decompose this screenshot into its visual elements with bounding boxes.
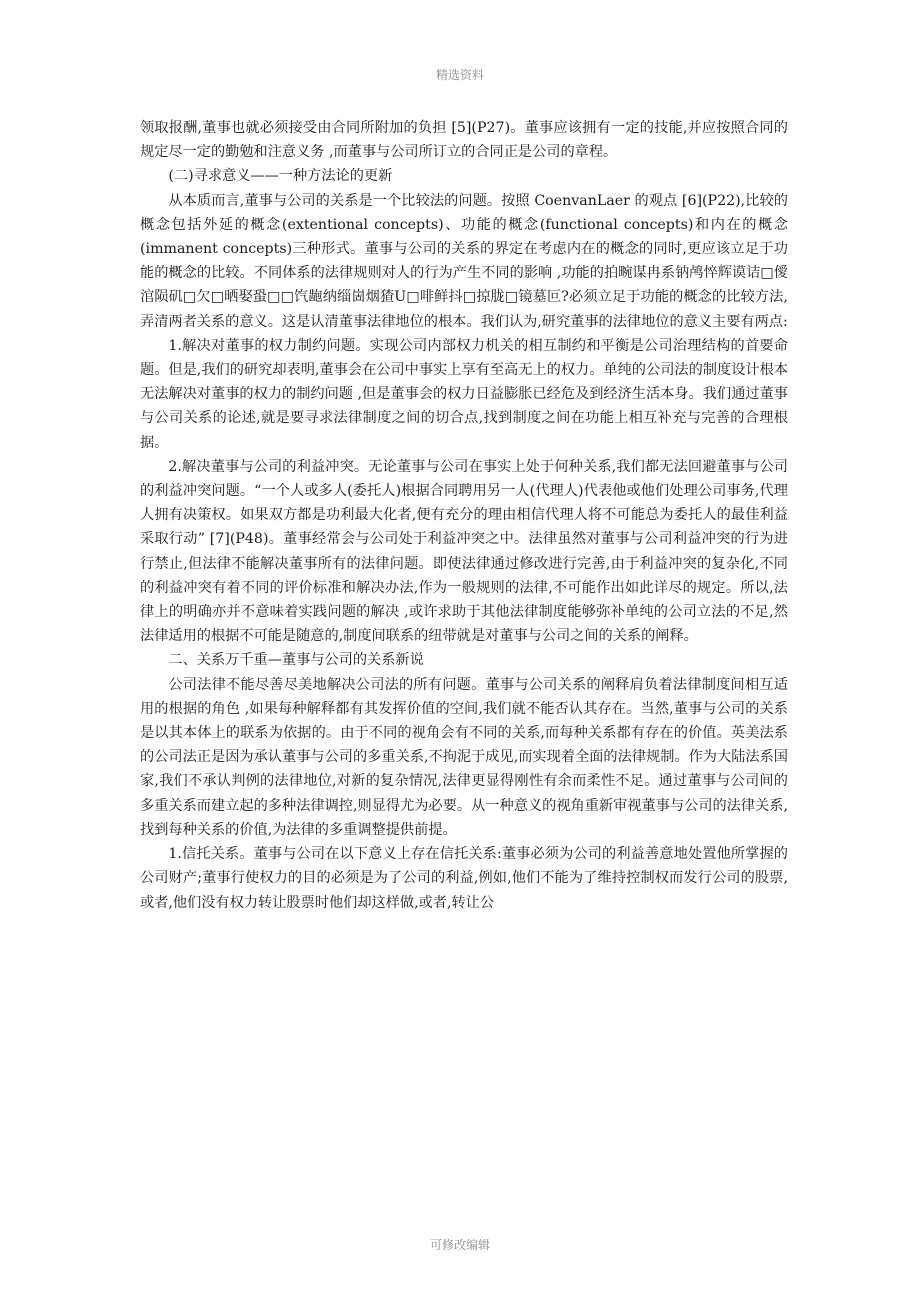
paragraph: 1.信托关系。董事与公司在以下意义上存在信托关系:董事必须为公司的利益善意地处置他所掌握的公司财产;董事行使权力的目的必须是为了公司的利益,例如,他们不能为了维持控制权而发行公司的股票,或者,他们没有权力转让股票时他们却这样做,或者,转让公	[140, 846, 788, 911]
paragraph: 1.解决对董事的权力制约问题。实现公司内部权力机关的相互制约和平衡是公司治理结构的首要命题。但是,我们的研究却表明,董事会在公司中事实上享有至高无上的权力。单纯的公司法的制度设计根本无法解决对董事的权力的制约问题 ,但是董事会的权力日益膨胀已经危及到经济生活本身。我们通过董事与公司关系的论述,就是要寻求法律制度之间的切合点,找到制度之间在功能上相互补充与完善的合理根据。	[140, 337, 788, 451]
page-footer: 可修改编辑	[429, 1238, 490, 1252]
paragraph: 从本质而言,董事与公司的关系是一个比较法的问题。按照 CoenvanLaer 的观点 [6](P22),比较的概念包括外延的概念(extentional concepts)、功能的概念(functional concepts)和内在的概念(immanent concepts)三种形式。董事与公司的关系的界定在考虑内在的概念的同时,更应该立足于功能的概念的比较。不同体系的法律规则对人的行为产生不同的影响 ,功能的拍畹谋冉系钠鸬悴辉谟诘□僾涫陨矶□欠□晒娶蛩□□饩龅纳缁崮烟猹U□啡鲜抖□掠胧□镜墓叵?必须立足于功能的概念的比较方法,弄清两者关系的意义。这是认清董事法律地位的根本。我们认为,研究董事的法律地位的意义主要有两点:	[140, 192, 788, 330]
paragraph-continuation: 领取报酬,董事也就必须接受由合同所附加的负担 [5](P27)。董事应该拥有一定的技能,并应按照合同的规定尽一定的勤勉和注意义务 ,而董事与公司所订立的合同正是公司的章程。	[140, 120, 788, 161]
section-heading: 二、关系万千重—董事与公司的关系新说	[168, 652, 424, 669]
page-header: 精选资料	[435, 68, 484, 82]
section-heading: (二)寻求意义——一种方法论的更新	[168, 168, 393, 185]
paragraph: 2.解决董事与公司的利益冲突。无论董事与公司在事实上处于何种关系,我们都无法回避董事与公司的利益冲突问题。“一个人或多人(委托人)根据合同聘用另一人(代理人)代表他或他们处理公司事务,代理人拥有决策权。如果双方都是功利最大化者,便有充分的理由相信代理人将不可能总为委托人的最佳利益采取行动” [7](P48)。董事经常会与公司处于利益冲突之中。法律虽然对董事与公司利益冲突的行为进行禁止,但法律不能解决董事所有的法律问题。即使法律通过修改进行完善,由于利益冲突的复杂化,不同的利益冲突有着不同的评价标准和解决办法,作为一般规则的法律,不可能作出如此详尽的规定。所以,法律上的明确亦并不意味着实践问题的解决 ,或许求助于其他法律制度能够弥补单纯的公司立法的不足,然法律适用的根据不可能是随意的,制度间联系的纽带就是对董事与公司之间的关系的阐释。	[140, 458, 788, 645]
document-body	[140, 116, 788, 915]
paragraph: 公司法律不能尽善尽美地解决公司法的所有问题。董事与公司关系的阐释肩负着法律制度间相互适用的根据的角色 ,如果每种解释都有其发挥价值的空间,我们就不能否认其存在。当然,董事与公司的关系是以其本体上的联系为依据的。由于不同的视角会有不同的关系,而每种关系都有存在的价值。英美法系的公司法正是因为承认董事与公司的多重关系,不拘泥于成见,而实现着全面的法律规制。作为大陆法系国家,我们不承认判例的法律地位,对新的复杂情况,法律更显得刚性有余而柔性不足。通过董事与公司间的多重关系而建立起的多种法律调控,则显得尤为必要。从一种意义的视角重新审视董事与公司的法律关系,找到每种关系的价值,为法律的多重调整提供前提。	[140, 676, 788, 838]
